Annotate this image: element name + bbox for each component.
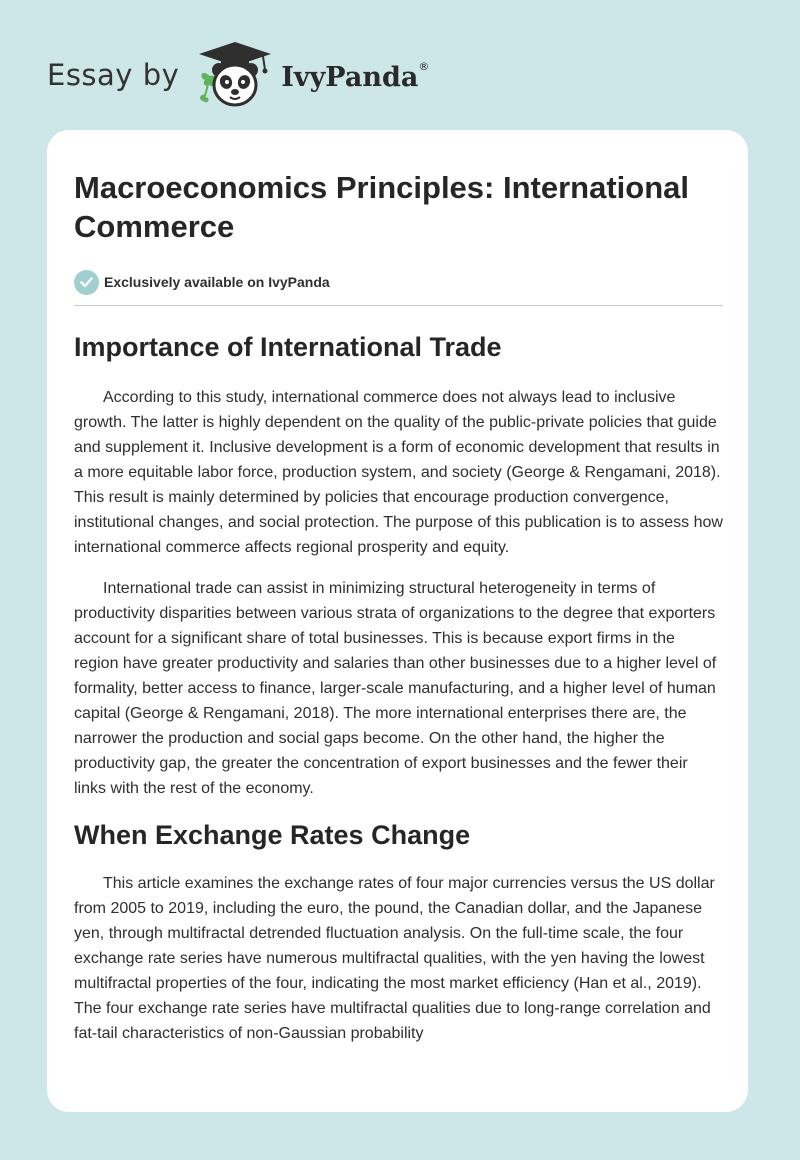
essay-content [74, 168, 723, 1046]
brand-name-text: IvyPanda [281, 61, 419, 93]
site-header [47, 40, 429, 110]
exclusive-label: Exclusively available on IvyPanda [104, 274, 330, 290]
paragraph: International trade can assist in minimizing structural heterogeneity in terms of productivity disparities between various strata of organizations to the degree that exporters account for a significant share of total businesses. This is because export firms in the region have greater productivity and salaries than other businesses due to a higher level of formality, better access to finance, larger-scale manufacturing, and a higher level of human capital (George & Rengamani, 2018). The more international enterprises there are, the narrower the production and social gaps become. On the other hand, the higher the productivity gap, the greater the concentration of export businesses and the fewer their links with the rest of the economy. [74, 580, 717, 797]
section-importance-of-international-trade [74, 330, 723, 801]
title-divider [74, 305, 723, 306]
paragraph: This article examines the exchange rates of four major currencies versus the US dollar from 2005 to 2019, including the euro, the pound, the Canadian dollar, and the Japanese yen, through multifractal detrended fluctuation analysis. On the full-time scale, the four exchange rate series have numerous multifractal qualities, with the yen having the lowest multifractal properties of the four, indicating the most market efficiency (Han et al., 2019). The four exchange rate series have multifractal qualities due to long-range correlation and fat-tail characteristics of non-Gaussian probability [74, 875, 715, 1042]
essay-by-label: Essay by [47, 58, 180, 92]
checkmark-icon [74, 270, 99, 295]
essay-card [47, 130, 748, 1112]
section-when-exchange-rates-change [74, 818, 723, 1046]
exclusive-badge [74, 269, 723, 295]
section-heading: Importance of International Trade [74, 332, 502, 362]
brand-name[interactable] [281, 59, 430, 93]
paragraph: According to this study, international commerce does not always lead to inclusive growth. The latter is highly dependent on the quality of the public-private policies that guide and supplement it. Inclusive development is a form of economic development that results in a more equitable labor force, production system, and society (George & Rengamani, 2018). This result is mainly determined by policies that encourage production convergence, institutional changes, and social protection. The purpose of this publication is to assess how international commerce affects regional prosperity and equity. [74, 389, 723, 556]
section-heading: When Exchange Rates Change [74, 820, 471, 850]
essay-title: Macroeconomics Principles: International Commerce [74, 170, 689, 244]
registered-mark: ® [418, 59, 430, 73]
panda-logo-icon[interactable] [193, 40, 277, 110]
